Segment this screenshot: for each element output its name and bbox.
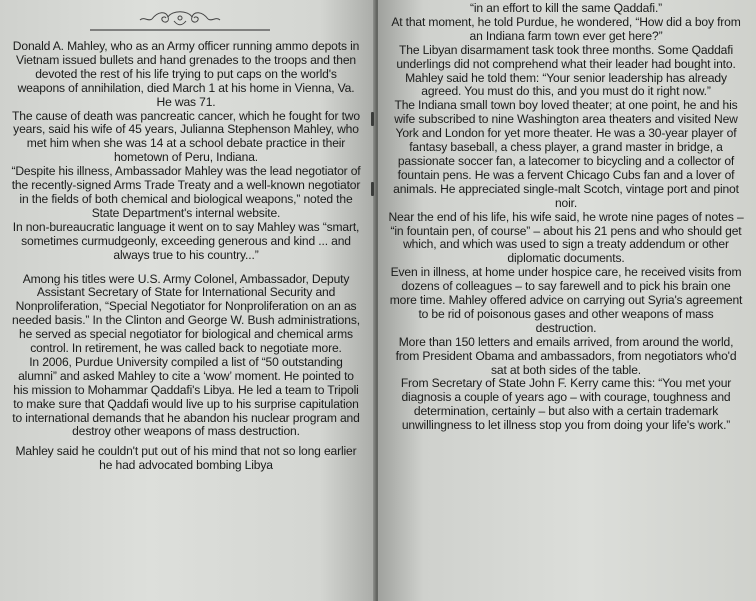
paragraph: The Indiana small town boy loved theater; at one point, he and his wife subscribed to nine Washington area theaters and visited New York and London for yet more theater. He was a 30-year player of fantasy baseball, a chess player, a grand master in bridge, a passionate soccer fan, a latecomer to bicycling and a collector of fountain pens. He was a fervent Chicago Cubs fan and a lover of animals. He appreciated single-malt Scotch, vintage port and pinot noir.	[393, 98, 739, 210]
paragraph: “in an effort to kill the same Qaddafi.”	[469, 1, 663, 15]
paragraph: Among his titles were U.S. Army Colonel, Ambassador, Deputy Assistant Secretary of State for International Security and Nonproliferation, “Special Negotiator for Nonproliferation on an as needed basis.” In the Clinton and George W. Bush administrations, he served as special negotiator for biological and chemical arms control. In retirement, he was called back to negotiate more.	[12, 271, 360, 356]
paragraph: Even in illness, at home under hospice care, he received visits from dozens of colleagues – to say farewell and to pick his brain one more time. Mahley offered advice on carrying out Syria's agreement to be rid of poisonous gases and other weapons of mass destruction.	[389, 265, 743, 335]
paragraph: Mahley said he couldn't put out of his mind that not so long earlier he had advocated bombing Libya	[15, 444, 357, 473]
staple-bottom-icon	[371, 182, 374, 196]
right-column-text	[388, 2, 744, 433]
left-page	[0, 0, 376, 601]
paragraph: Near the end of his life, his wife said, he wrote nine pages of notes – “in fountain pen, of course” – about his 21 pens and who should get which, and which was used to sign a treaty addendum or other diplomatic documents.	[388, 209, 744, 266]
paragraph: More than 150 letters and emails arrived, from around the world, from President Obama and ambassadors, from negotiators who'd sat at both sides of the table.	[395, 334, 737, 377]
paragraph: In non-bureaucratic language it went on to say Mahley was “smart, sometimes curmudgeonly, exceeding generous and kind ... and always true to his country...”	[12, 219, 360, 262]
paragraph: In 2006, Purdue University compiled a list of “50 outstanding alumni” and asked Mahley to cite a ‘wow’ moment. He pointed to his mission to Mohammar Qaddafi's Libya. He led a team to Tripoli to make sure that Qaddafi would live up to his surprise capitulation to international demands that he abandon his nuclear program and destroy other weapons of mass destruction.	[12, 354, 360, 439]
flourish-ornament-icon	[90, 6, 270, 32]
paragraph: Donald A. Mahley, who as an Army officer running ammo depots in Vietnam issued bullets and hand grenades to the troops and then devoted the rest of his life trying to put caps on the world's weapons of annihilation, died March 1 at his home in Vienna, Va. He was 71.	[12, 39, 360, 109]
left-column-text	[10, 40, 362, 473]
paragraph: At that moment, he told Purdue, he wondered, “How did a boy from an Indiana farm town ever get here?”	[391, 14, 741, 43]
staple-top-icon	[371, 112, 374, 126]
paragraph: From Secretary of State John F. Kerry came this: “You met your diagnosis a couple of years ago – with courage, toughness and determination, certainly – but also with a certain trademark unwillingness to let illness stop you from doing your life's work.”	[400, 376, 732, 433]
paragraph: The cause of death was pancreatic cancer, which he fought for two years, said his wife of 45 years, Julianna Stephenson Mahley, who met him when she was 14 at a school debate practice in their hometown of Peru, Indiana.	[12, 108, 360, 165]
paragraph: “Despite his illness, Ambassador Mahley was the lead negotiator of the recently-signed Arms Trade Treaty and a well-known negotiator in the fields of both chemical and biological weapons,” noted the State Department's internal website.	[11, 164, 361, 220]
right-page	[378, 0, 756, 601]
paragraph: The Libyan disarmament task took three months. Some Qaddafi underlings did not comprehend what their leader had bought into. Mahley said he told them: “Your senior leadership has already agreed. You must do this, and you must do it right now.”	[396, 42, 736, 99]
